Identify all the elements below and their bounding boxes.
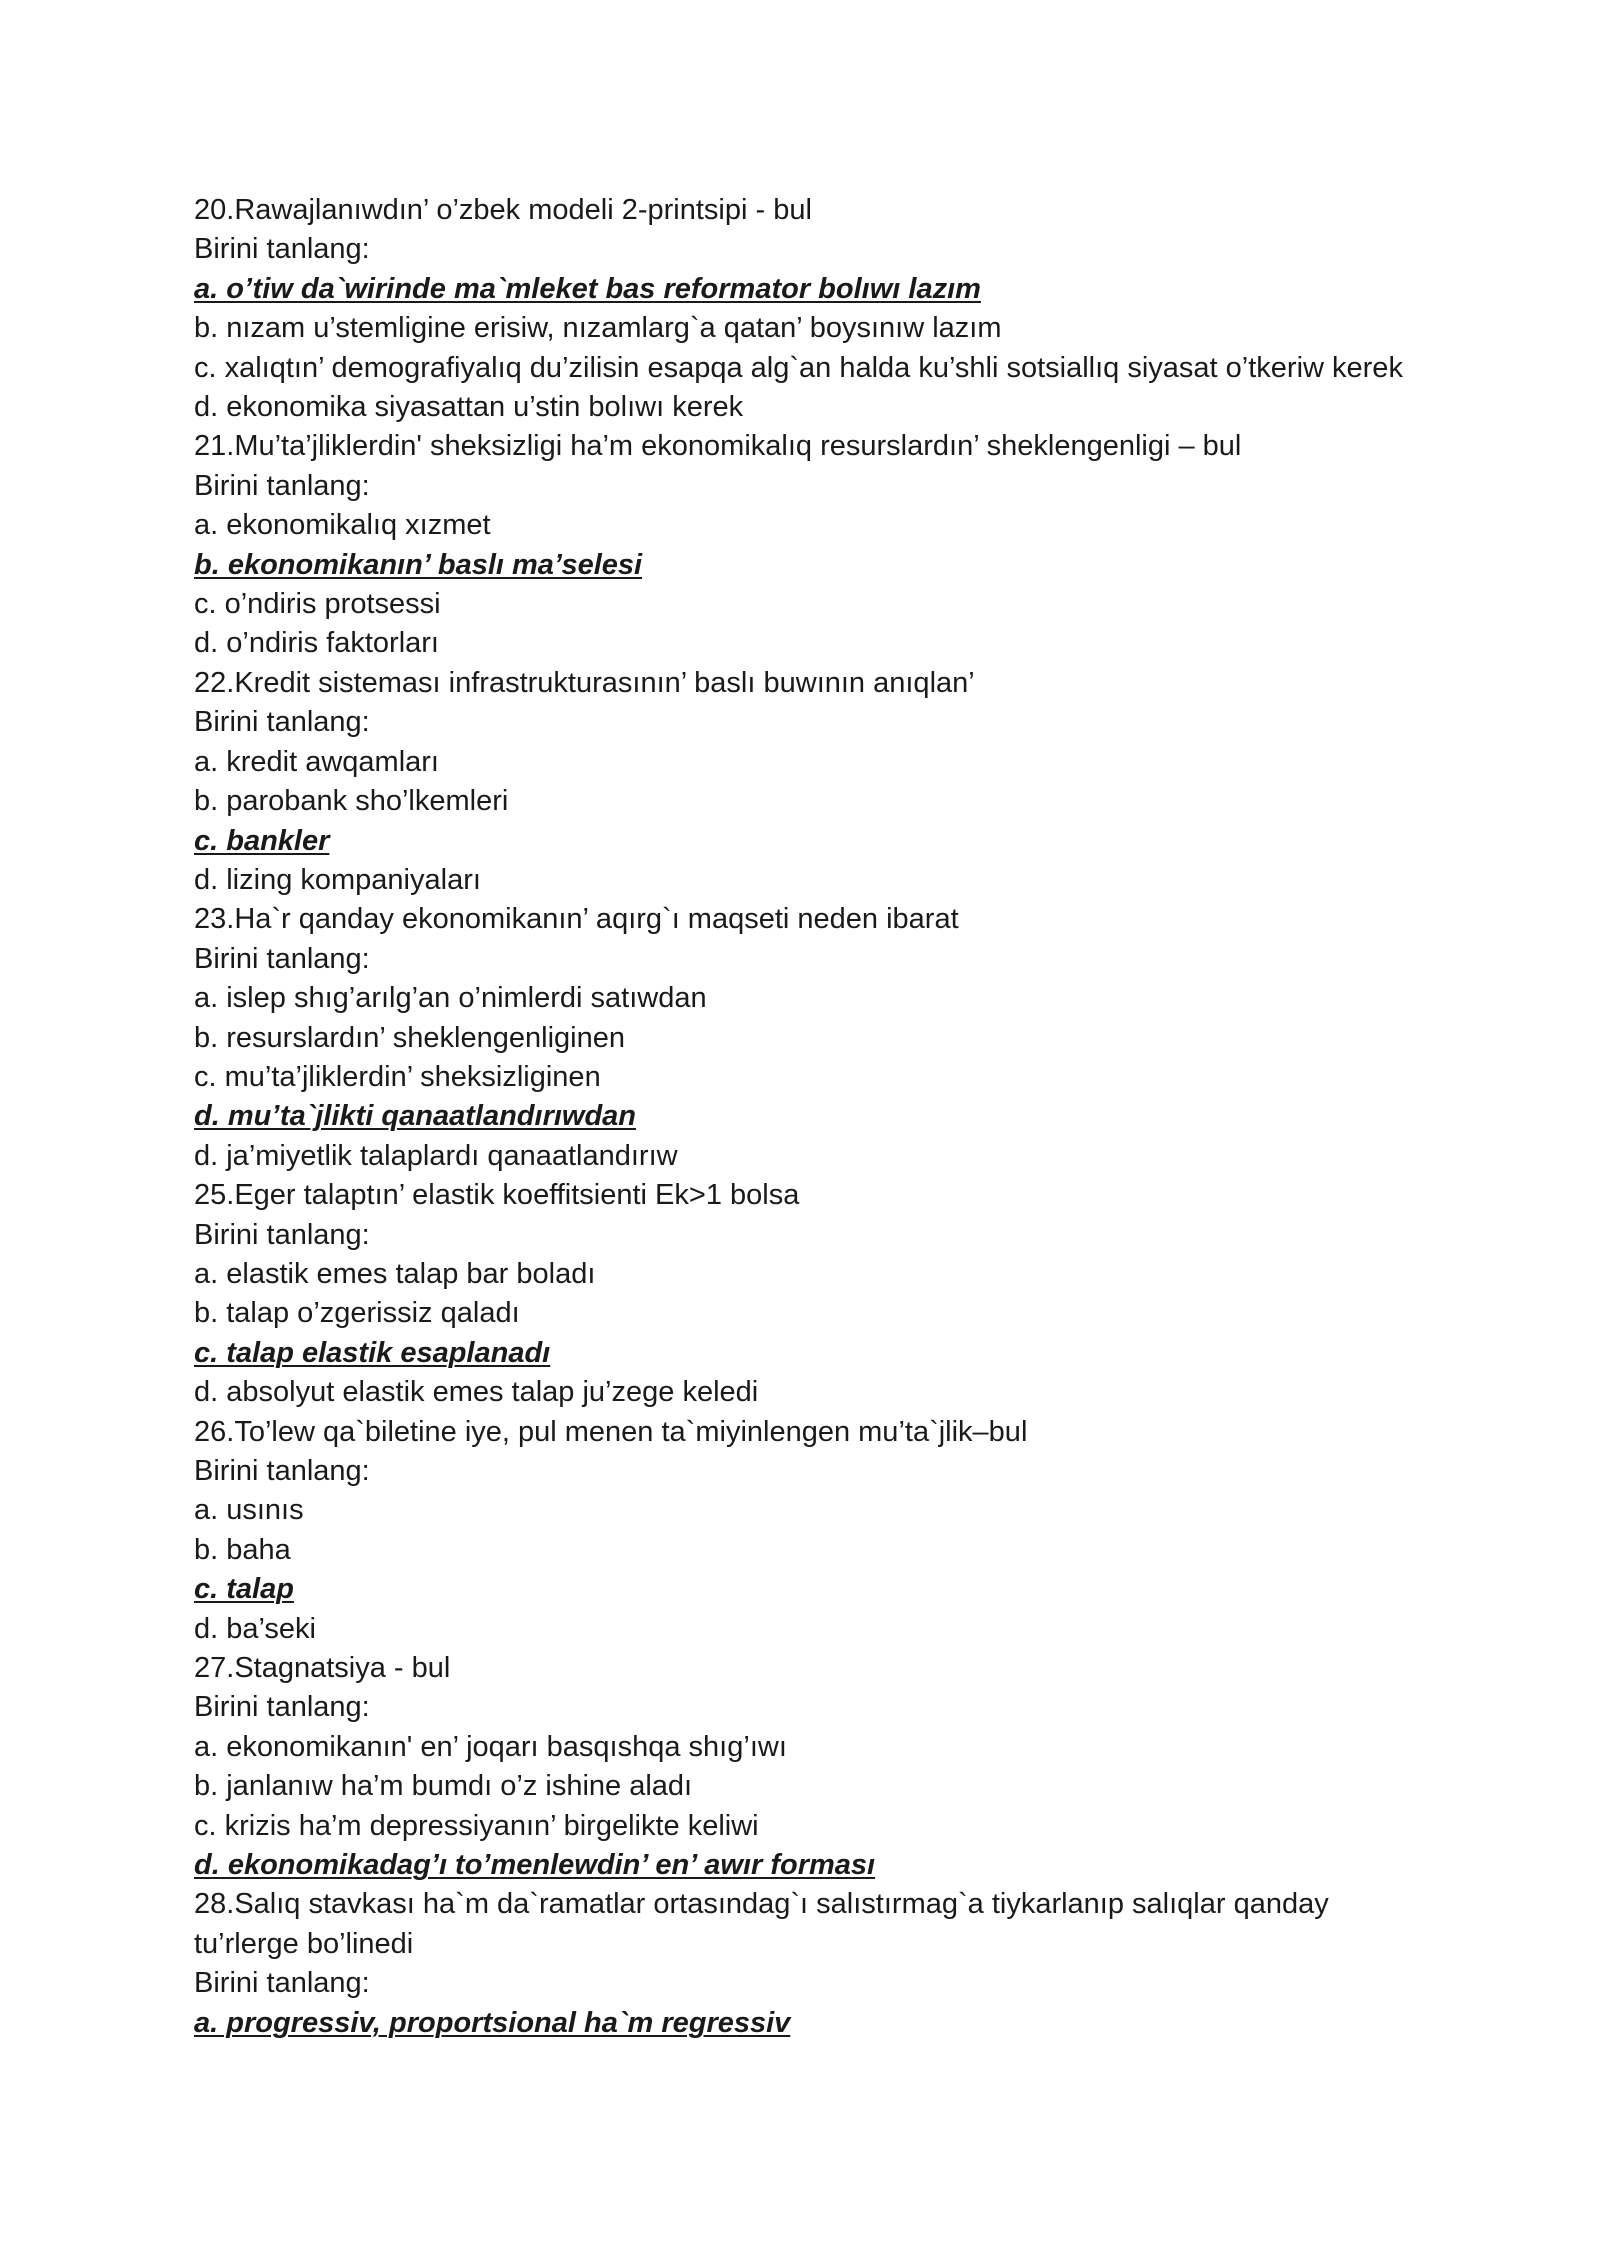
question-23 bbox=[194, 900, 1414, 1176]
answer-option: a. usınıs bbox=[194, 1494, 304, 1527]
answer-option: b. baha bbox=[194, 1533, 291, 1566]
question-stem: 27.Stagnatsiya - bul bbox=[194, 1652, 451, 1685]
question-prompt: Birini tanlang: bbox=[194, 942, 370, 975]
answer-option: b. janlanıw ha’m bumdı o’z ishine aladı bbox=[194, 1770, 693, 1803]
question-stem: 21.Mu’ta’jliklerdin' sheksizligi ha’m ekonomikalıq resurslardın’ sheklengenligi – bul bbox=[194, 430, 1242, 463]
question-stem: 23.Ha`r qanday ekonomikanın’ aqırg`ı maqseti neden ibarat bbox=[194, 903, 959, 936]
question-prompt: Birini tanlang: bbox=[194, 706, 370, 739]
question-prompt: Birini tanlang: bbox=[194, 1967, 370, 2000]
answer-option: d. absolyut elastik emes talap ju’zege keledi bbox=[194, 1376, 759, 1409]
correct-answer-option: d. mu’ta`jlikti qanaatlandırıwdan bbox=[194, 1100, 637, 1133]
answer-option: d. ekonomika siyasattan u’stin bolıwı kerek bbox=[194, 391, 744, 424]
answer-option: a. islep shıg’arılg’an o’nimlerdi satıwdan bbox=[194, 982, 707, 1015]
answer-option: d. o’ndiris faktorları bbox=[194, 627, 439, 660]
correct-answer-option: c. talap elastik esaplanadı bbox=[194, 1336, 551, 1369]
correct-answer-option: a. o’tiw da`wirinde ma`mleket bas reformator bolıwı lazım bbox=[194, 272, 981, 305]
answer-option: a. elastik emes talap bar boladı bbox=[194, 1257, 596, 1290]
answer-option: c. mu’ta’jliklerdin’ sheksizliginen bbox=[194, 1060, 601, 1093]
question-stem: 22.Kredit sisteması infrastrukturasının’ baslı buwının anıqlan’ bbox=[194, 666, 975, 699]
question-prompt: Birini tanlang: bbox=[194, 1455, 370, 1487]
question-25 bbox=[194, 1176, 1414, 1412]
correct-answer-option: c. talap bbox=[194, 1573, 294, 1606]
question-stem: 25.Eger talaptın’ elastik koeffitsienti Ek>1 bolsa bbox=[194, 1179, 800, 1212]
question-22 bbox=[194, 664, 1414, 900]
correct-answer-option: c. bankler bbox=[194, 824, 330, 857]
answer-option: a. kredit awqamları bbox=[194, 745, 439, 778]
question-20 bbox=[194, 191, 1414, 427]
correct-answer-option: d. ekonomikadag’ı to’menlewdin’ en’ awır forması bbox=[194, 1849, 876, 1882]
question-prompt: Birini tanlang: bbox=[194, 233, 370, 266]
question-prompt: Birini tanlang: bbox=[194, 1218, 370, 1251]
answer-option: d. ja’miyetlik talaplardı qanaatlandırıw bbox=[194, 1139, 678, 1172]
answer-option: c. krizis ha’m depressiyanın’ birgelikte keliwi bbox=[194, 1809, 759, 1842]
question-stem: 20.Rawajlanıwdın’ o’zbek modeli 2-printsipi - bul bbox=[194, 194, 812, 226]
question-prompt: Birini tanlang: bbox=[194, 469, 370, 502]
answer-option: d. lizing kompaniyaları bbox=[194, 863, 481, 896]
answer-option: b. parobank sho’lkemleri bbox=[194, 785, 509, 818]
question-21 bbox=[194, 427, 1414, 663]
question-stem: 26.To’lew qa`biletine iye, pul menen ta`miyinlengen mu’ta`jlik–bul bbox=[194, 1415, 1028, 1448]
answer-option: b. talap o’zgerissiz qaladı bbox=[194, 1297, 520, 1330]
correct-answer-option: b. ekonomikanın’ baslı ma’selesi bbox=[194, 548, 643, 581]
question-stem: 28.Salıq stavkası ha`m da`ramatlar ortasındag`ı salıstırmag`a tiykarlanıp salıqlar qanday tu’rlerge bo’linedi bbox=[194, 1888, 1329, 1960]
answer-option: a. ekonomikanın' en’ joqarı basqıshqa shıg’ıwı bbox=[194, 1730, 787, 1763]
answer-option: b. nızam u’stemligine erisiw, nızamlarg`a qatan’ boysınıw lazım bbox=[194, 312, 1002, 345]
question-26 bbox=[194, 1413, 1414, 1649]
question-28 bbox=[194, 1885, 1414, 2043]
answer-option: c. o’ndiris protsessi bbox=[194, 588, 441, 621]
answer-option: c. xalıqtın’ demografiyalıq du’zilisin esapqa alg`an halda ku’shli sotsiallıq siyasat o’tkeriw kerek bbox=[194, 351, 1403, 384]
correct-answer-option: a. progressiv, proportsional ha`m regressiv bbox=[194, 2006, 791, 2039]
question-27 bbox=[194, 1649, 1414, 1885]
question-prompt: Birini tanlang: bbox=[194, 1691, 370, 1724]
answer-option: a. ekonomikalıq xızmet bbox=[194, 509, 491, 542]
document-page bbox=[194, 191, 1414, 2043]
answer-option: b. resurslardın’ sheklengenliginen bbox=[194, 1021, 625, 1054]
answer-option: d. ba’seki bbox=[194, 1612, 316, 1645]
